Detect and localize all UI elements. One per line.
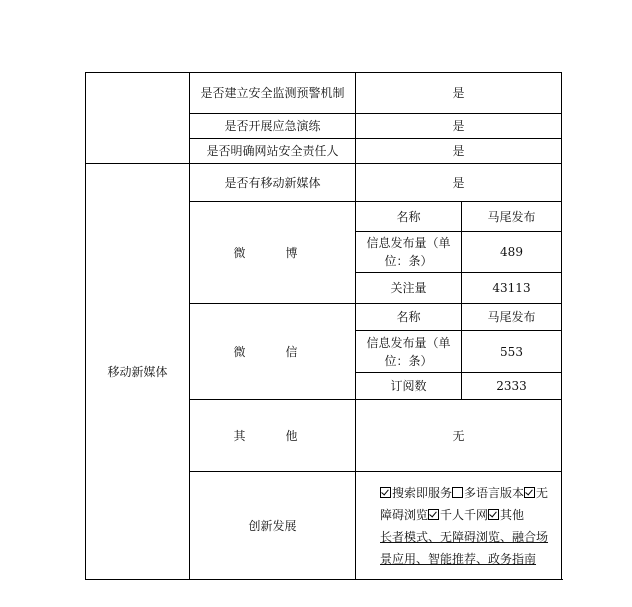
security-section-cell [86,73,190,164]
weibo-label: 微 博 [190,202,356,304]
has-media-label: 是否有移动新媒体 [190,164,356,202]
wechat-posts-value: 553 [462,331,562,373]
weibo-name-value: 马尾发布 [462,202,562,232]
innovation-option-label: 无障碍浏览 [380,485,549,522]
responsible-label: 是否明确网站安全责任人 [190,139,356,164]
innovation-checkbox-3[interactable] [524,487,535,498]
innovation-option-label: 搜索即服务 [392,485,453,500]
innovation-section-label: 创新发展 [190,472,356,580]
media-section-label: 移动新媒体 [86,164,190,580]
weibo-posts-label: 信息发布量（单位：条） [356,232,462,273]
drill-value: 是 [356,114,562,139]
innovation-options [356,472,562,580]
weibo-followers-label: 关注量 [356,273,462,304]
innovation-checkbox-list [380,486,548,522]
report-table [85,72,562,580]
weibo-posts-value: 489 [462,232,562,273]
innovation-checkbox-1[interactable] [380,487,391,498]
innovation-checkbox-5[interactable] [488,509,499,520]
has-media-value: 是 [356,164,562,202]
wechat-subs-label: 订阅数 [356,373,462,400]
innovation-other-note: 长者模式、无障碍浏览、融合场景应用、智能推荐、政务指南 [380,529,549,566]
innovation-checkbox-4[interactable] [428,509,439,520]
innovation-option-label: 多语言版本 [464,485,525,500]
warning-label: 是否建立安全监测预警机制 [190,73,356,114]
other-media-value: 无 [356,400,562,472]
wechat-name-label: 名称 [356,304,462,331]
other-media-label: 其 他 [190,400,356,472]
wechat-subs-value: 2333 [462,373,562,400]
responsible-value: 是 [356,139,562,164]
warning-value: 是 [356,73,562,114]
wechat-label: 微 信 [190,304,356,400]
weibo-name-label: 名称 [356,202,462,232]
innovation-option-label: 千人千网 [440,507,489,522]
drill-label: 是否开展应急演练 [190,114,356,139]
wechat-name-value: 马尾发布 [462,304,562,331]
weibo-followers-value: 43113 [462,273,562,304]
wechat-posts-label: 信息发布量（单位：条） [356,331,462,373]
innovation-checkbox-2[interactable] [452,487,463,498]
innovation-option-label: 其他 [500,507,525,522]
